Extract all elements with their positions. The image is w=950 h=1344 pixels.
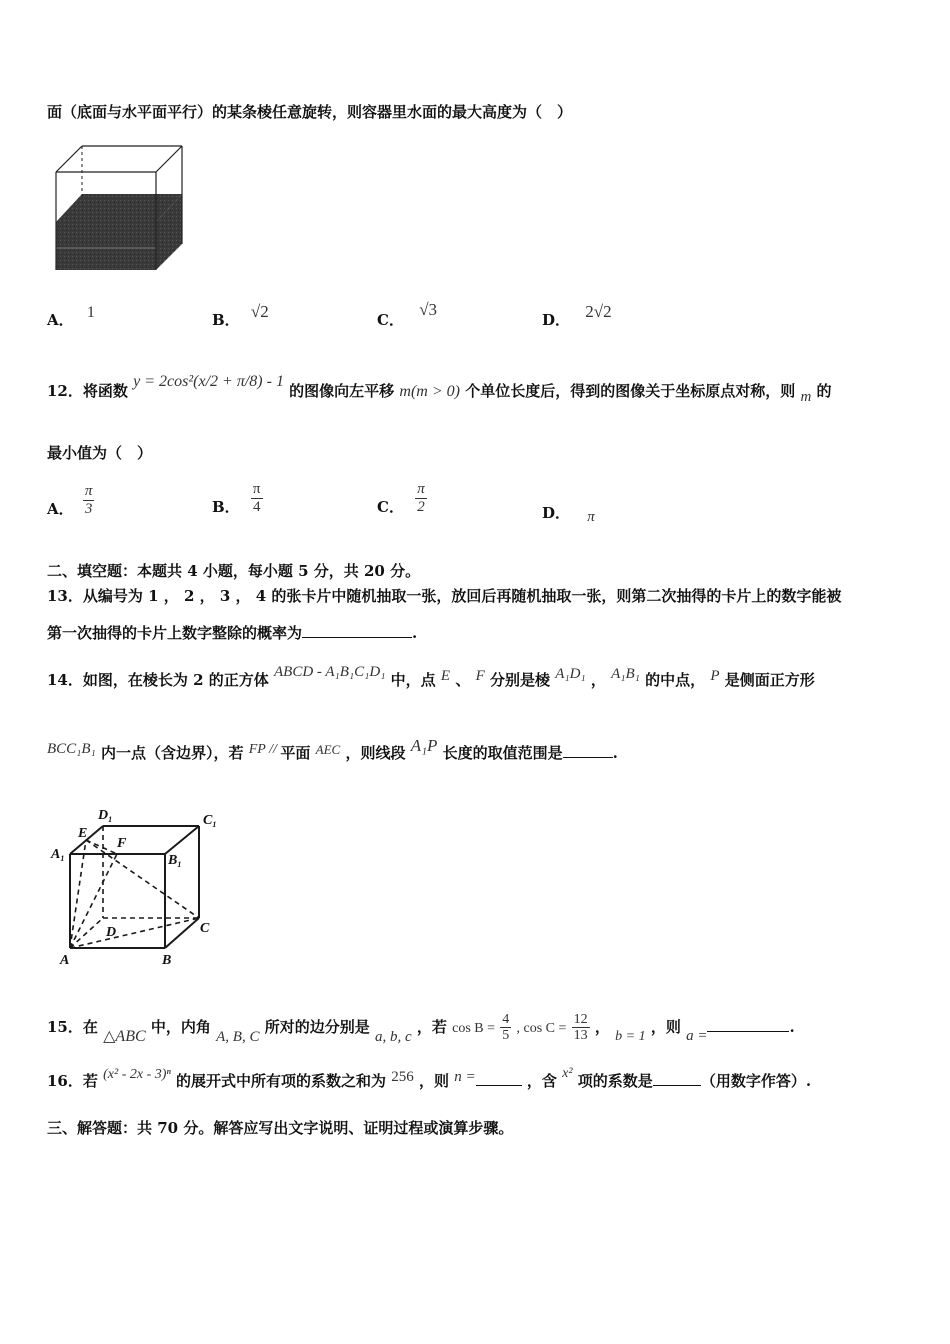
q13-answer-blank[interactable] [302,637,412,638]
section2-heading: 二、填空题：本题共 4 小题，每小题 5 分，共 20 分。 [47,562,421,580]
q15-b-value: b = 1 [615,1028,646,1044]
q15-line: 15．在 △ABC 中，内角 A, B, C 所对的边分别是 a, b, c ，若 cos B = $\frac{4}{5}$ , cos C = $\frac{12}{13}$ ， b = 1 ，则 a = . [47,1012,795,1045]
q15-cosb-label: cos B = [452,1020,496,1036]
q14-plane: AEC [315,742,341,757]
q14-label-a: A [60,953,70,968]
q14-label-a1: $A_1$ [51,847,65,863]
q15-answer-blank[interactable] [707,1031,789,1032]
q11-option-b: B． √2 [212,302,269,329]
q15-sides: a, b, c [374,1028,412,1045]
q14-point-e: E [440,668,451,684]
q12-var-m: m [800,389,812,405]
q12-shift: m(m > 0) [399,383,460,400]
q12-option-d: D． π [542,504,595,525]
q15-cosc-label: , cos C = [516,1020,567,1036]
q13-line2: 第一次抽得的卡片上数字整除的概率为 . [47,624,418,642]
q12-option-a-fraction: $\frac{\pi}{3}$ [84,483,93,517]
q16-sum: 256 [391,1069,414,1085]
q11-option-b-value: √2 [250,302,269,321]
q14-label-c1: $C_1$ [203,813,217,829]
q16-line: 16．若 (x² - 2x - 3)ⁿ 的展开式中所有项的系数之和为 256 ，则 n = ，含 x² 项的系数是 （用数字作答）. [47,1066,812,1090]
q12-option-a: A． $\frac{\pi}{3}$ [47,483,93,518]
q15-a-var: a = [686,1027,708,1044]
q12-function-formula: y = 2cos²(x/2 + π/8) - 1 [133,373,284,390]
q11-container-figure [52,144,188,274]
q14-label-c: C [200,921,210,936]
q14-label-b1: $B_1$ [168,853,182,869]
q14-label-b: B [162,953,172,968]
q14-edge-a1b1: A₁B₁ [611,666,640,682]
q11-option-c: C． √3 [377,300,438,329]
q14-line1: 14．如图，在棱长为 2 的正方体 ABCD - A₁B₁C₁D₁ 中，点 E 、 F 分别是棱 A₁D₁ ， A₁B₁ 的中点， P 是侧面正方形 [47,664,815,689]
section3-heading: 三、解答题：共 70 分。解答应写出文字说明、证明过程或演算步骤。 [47,1119,514,1137]
q15-cosc-fraction: $\frac{12}{13}$ [573,1012,588,1044]
q14-cube-figure [48,806,228,968]
q16-x2: x² [562,1066,573,1081]
q14-point-f: F [475,668,485,684]
q12-option-b-fraction: $\frac{\pi}{4}$ [252,481,261,515]
q14-point-p: P [710,668,720,684]
q14-label-e: E [78,826,88,841]
q16-coef-blank[interactable] [653,1085,701,1086]
q14-line2: BCC₁B₁ 内一点（含边界），若 FP // 平面 AEC ，则线段 A₁P 长度的取值范围是 . [47,736,618,762]
q14-segment: A₁P [410,736,438,755]
q14-face: BCC₁B₁ [47,741,96,757]
q14-cube-name: ABCD - A₁B₁C₁D₁ [274,664,386,680]
q12-option-c-fraction: $\frac{\pi}{2}$ [417,481,425,515]
q15-triangle: △ABC [103,1027,146,1045]
q11-option-a-value: 1 [86,304,95,321]
q13-line1: 13．从编号为 1 ， 2 ， 3 ， 4 的张卡片中随机抽取一张，放回后再随机抽取一张，则第二次抽得的卡片上的数字能被 [47,587,842,605]
q12-option-d-value: π [587,509,595,525]
q14-answer-blank[interactable] [563,757,613,758]
q12-option-b: B． $\frac{\pi}{4}$ [212,481,261,516]
q14-condition: FP // [248,742,281,757]
q14-label-d: D [106,925,117,940]
q15-cosb-fraction: $\frac{4}{5}$ [502,1012,510,1044]
q16-n-var: n = [454,1069,476,1085]
q12-line2: 最小值为（ ） [47,444,153,462]
q12-line1: 12．将函数 y = 2cos²(x/2 + π/8) - 1 的图像向左平移 m(m > 0) 个单位长度后，得到的图像关于坐标原点对称，则 m 的 [47,373,832,405]
q16-n-blank[interactable] [476,1085,522,1086]
q14-edge-a1d1: A₁D₁ [555,666,586,682]
q11-stem: 面（底面与水平面平行）的某条棱任意旋转，则容器里水面的最大高度为（ ） [47,103,573,121]
q14-label-d1: $D_1$ [98,808,113,824]
q11-option-a: A． 1 [47,304,95,329]
q11-option-d: D． 2√2 [542,302,612,329]
q14-label-f: F [117,836,127,851]
q15-angles: A, B, C [216,1028,260,1045]
q12-option-c: C． $\frac{\pi}{2}$ [377,481,425,516]
q11-option-d-value: 2√2 [585,302,612,321]
q11-option-c-value: √3 [419,300,438,319]
q16-expression: (x² - 2x - 3)ⁿ [103,1067,171,1082]
